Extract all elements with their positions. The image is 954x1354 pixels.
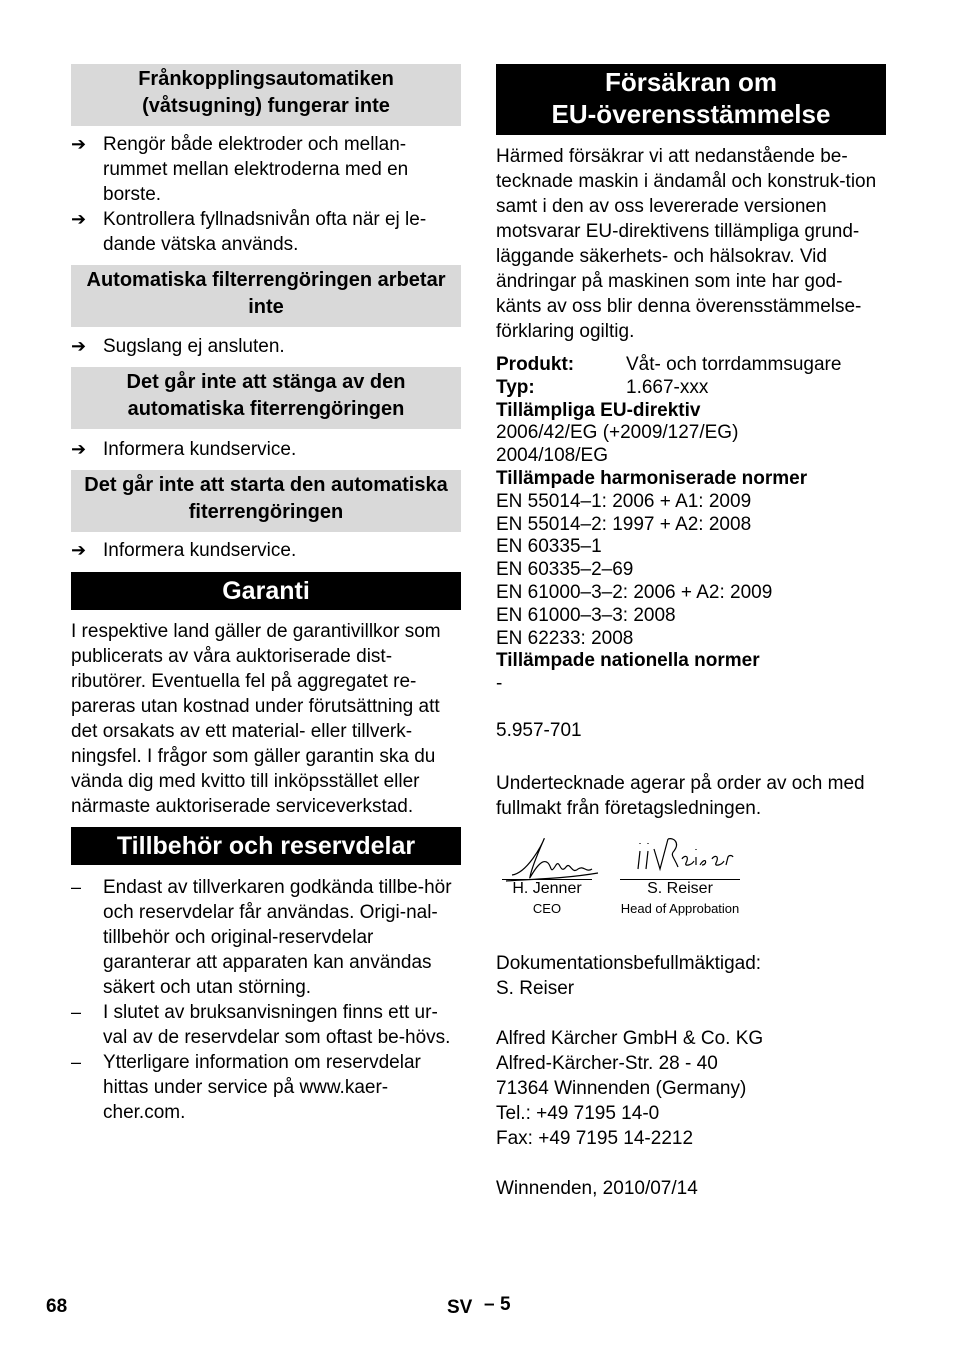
national-norms-label: Tillämpade nationella normer bbox=[496, 650, 760, 672]
heading-text: Automatiska filterrengöringen arbetar inte bbox=[86, 269, 446, 318]
address-line: Alfred-Kärcher-Str. 28 - 40 bbox=[496, 1052, 718, 1074]
signature-block bbox=[496, 835, 886, 931]
heading-filter-cleaning bbox=[71, 265, 461, 327]
eu-directive: 2004/108/EG bbox=[496, 445, 608, 467]
company-address bbox=[496, 1026, 886, 1151]
spec-block bbox=[496, 354, 886, 696]
harmonized-norms-label: Tillämpade harmoniserade normer bbox=[496, 467, 808, 489]
address-line: Fax: +49 7195 14-2212 bbox=[496, 1127, 694, 1149]
list-item bbox=[71, 538, 461, 563]
arrow-right-icon: ➔ bbox=[71, 540, 87, 560]
left-column bbox=[71, 64, 461, 1125]
list-item bbox=[71, 132, 461, 207]
arrow-right-icon: ➔ bbox=[71, 134, 87, 154]
list-item-text: Sugslang ej ansluten. bbox=[103, 336, 285, 357]
list-item-text: Informera kundservice. bbox=[103, 540, 297, 561]
place-date: Winnenden, 2010/07/14 bbox=[496, 1177, 698, 1199]
dash-marker: – bbox=[71, 877, 82, 897]
address-line: 71364 Winnenden (Germany) bbox=[496, 1077, 747, 1099]
dash-marker: – bbox=[71, 1002, 82, 1022]
signatory-role: Head of Approbation bbox=[620, 900, 740, 916]
heading-disconnect-auto bbox=[71, 64, 461, 126]
language-code: SV bbox=[447, 1297, 473, 1318]
norm: EN 62233: 2008 bbox=[496, 627, 634, 649]
arrow-right-icon: ➔ bbox=[71, 439, 87, 459]
heading-text: Frånkopplingsautomatiken (våtsugning) fungerar inte bbox=[138, 68, 394, 117]
list-item bbox=[71, 1000, 461, 1050]
signed-text: Undertecknade agerar på order av och med fullmakt från företagsledningen. bbox=[496, 772, 865, 819]
list-item-text: Informera kundservice. bbox=[103, 439, 297, 460]
heading-text: Det går inte att starta den automatiska fiterrengöringen bbox=[84, 474, 448, 523]
document-number: 5.957-701 bbox=[496, 719, 582, 741]
garanti-text: I respektive land gäller de garantivillkor som publicerats av våra auktoriserade dist-ributörer. Eventuella fel på aggregatet re-pareras utan kostnad under förutsättning att det orsakats av ett material- eller tillverk-ningsfel. I frågor som gäller garantin ska du vända dig med kvitto till inköpsstället eller närmaste auktoriserade serviceverkstad. bbox=[71, 621, 441, 817]
list-item-text: I slutet av bruksanvisningen finns ett ur-val av de reservdelar som oftast be-hövs. bbox=[103, 1002, 451, 1048]
heading-cannot-start bbox=[71, 470, 461, 532]
norm: EN 55014–2: 1997 + A2: 2008 bbox=[496, 513, 752, 535]
list-item bbox=[71, 334, 461, 359]
signatory-name: H. Jenner bbox=[512, 879, 582, 897]
heading-cannot-stop bbox=[71, 367, 461, 429]
signatory-name: S. Reiser bbox=[647, 879, 713, 897]
signature-reiser bbox=[620, 879, 740, 917]
national-norms-value: - bbox=[496, 673, 503, 695]
norm: EN 61000–3–2: 2006 + A2: 2009 bbox=[496, 581, 773, 603]
list-item-text: Kontrollera fyllnadsnivån ofta när ej le-dande vätska används. bbox=[103, 209, 427, 255]
address-line: Alfred Kärcher GmbH & Co. KG bbox=[496, 1027, 764, 1049]
norm: EN 60335–1 bbox=[496, 536, 602, 558]
norm: EN 60335–2–69 bbox=[496, 559, 634, 581]
footer-dash: – bbox=[484, 1294, 495, 1315]
address-line: Tel.: +49 7195 14-0 bbox=[496, 1102, 660, 1124]
page-number: 68 bbox=[46, 1296, 68, 1317]
norm: EN 55014–1: 2006 + A1: 2009 bbox=[496, 490, 752, 512]
eu-directives-label: Tillämpliga EU-direktiv bbox=[496, 399, 701, 421]
title-line: Försäkran om bbox=[605, 67, 777, 97]
doc-authority-label: Dokumentationsbefullmäktigad: bbox=[496, 952, 762, 974]
spec-value: Våt- och torrdammsugare bbox=[626, 354, 842, 375]
section-page-number: 5 bbox=[500, 1294, 511, 1315]
signature-reiser-image bbox=[634, 835, 734, 875]
section-title-declaration bbox=[496, 64, 886, 135]
eu-directive: 2006/42/EG (+2009/127/EG) bbox=[496, 422, 739, 444]
signatory-role: CEO bbox=[532, 900, 562, 916]
list-item bbox=[71, 1050, 461, 1125]
declaration-intro: Härmed försäkrar vi att nedanstående be-tecknade maskin i ändamål och konstruk-tion samt i den av oss levererade versionen motsvarar EU-direktivens tillämpliga grund-läggande säkerhets- och hälsokrav. Vid ändringar på maskinen som inte har god-känts av oss blir denna överensstämmelse-förklaring ogiltig. bbox=[496, 146, 877, 342]
norm: EN 61000–3–3: 2008 bbox=[496, 604, 676, 626]
right-column bbox=[496, 64, 886, 1201]
spec-value: 1.667-xxx bbox=[626, 376, 709, 398]
heading-text: Det går inte att stänga av den automatiska fiterrengöringen bbox=[126, 371, 406, 420]
list-item bbox=[71, 207, 461, 257]
arrow-right-icon: ➔ bbox=[71, 209, 87, 229]
list-item-text: Ytterligare information om reservdelar hittas under service på www.kaer-cher.com. bbox=[103, 1052, 421, 1123]
signature-jenner bbox=[502, 879, 592, 917]
list-item-text: Endast av tillverkaren godkända tillbe-hör och reservdelar får användas. Origi-nal-tillbehör och original-reservdelar garanterar att apparaten kan användas säkert och utan störning. bbox=[103, 877, 452, 998]
arrow-right-icon: ➔ bbox=[71, 336, 87, 356]
list-item bbox=[71, 875, 461, 1000]
section-title-tillbehor: Tillbehör och reservdelar bbox=[71, 827, 461, 865]
dash-marker: – bbox=[71, 1052, 82, 1072]
doc-authority-name: S. Reiser bbox=[496, 977, 575, 999]
spec-row-produkt bbox=[496, 354, 886, 377]
spec-row-typ bbox=[496, 377, 886, 400]
spec-label: Produkt: bbox=[496, 354, 575, 375]
title-line: EU-överensstämmelse bbox=[551, 99, 831, 129]
list-item-text: Rengör både elektroder och mellan-rummet mellan elektroderna med en borste. bbox=[103, 134, 409, 205]
section-title-garanti: Garanti bbox=[71, 572, 461, 610]
list-item bbox=[71, 437, 461, 462]
spec-label: Typ: bbox=[496, 376, 535, 398]
